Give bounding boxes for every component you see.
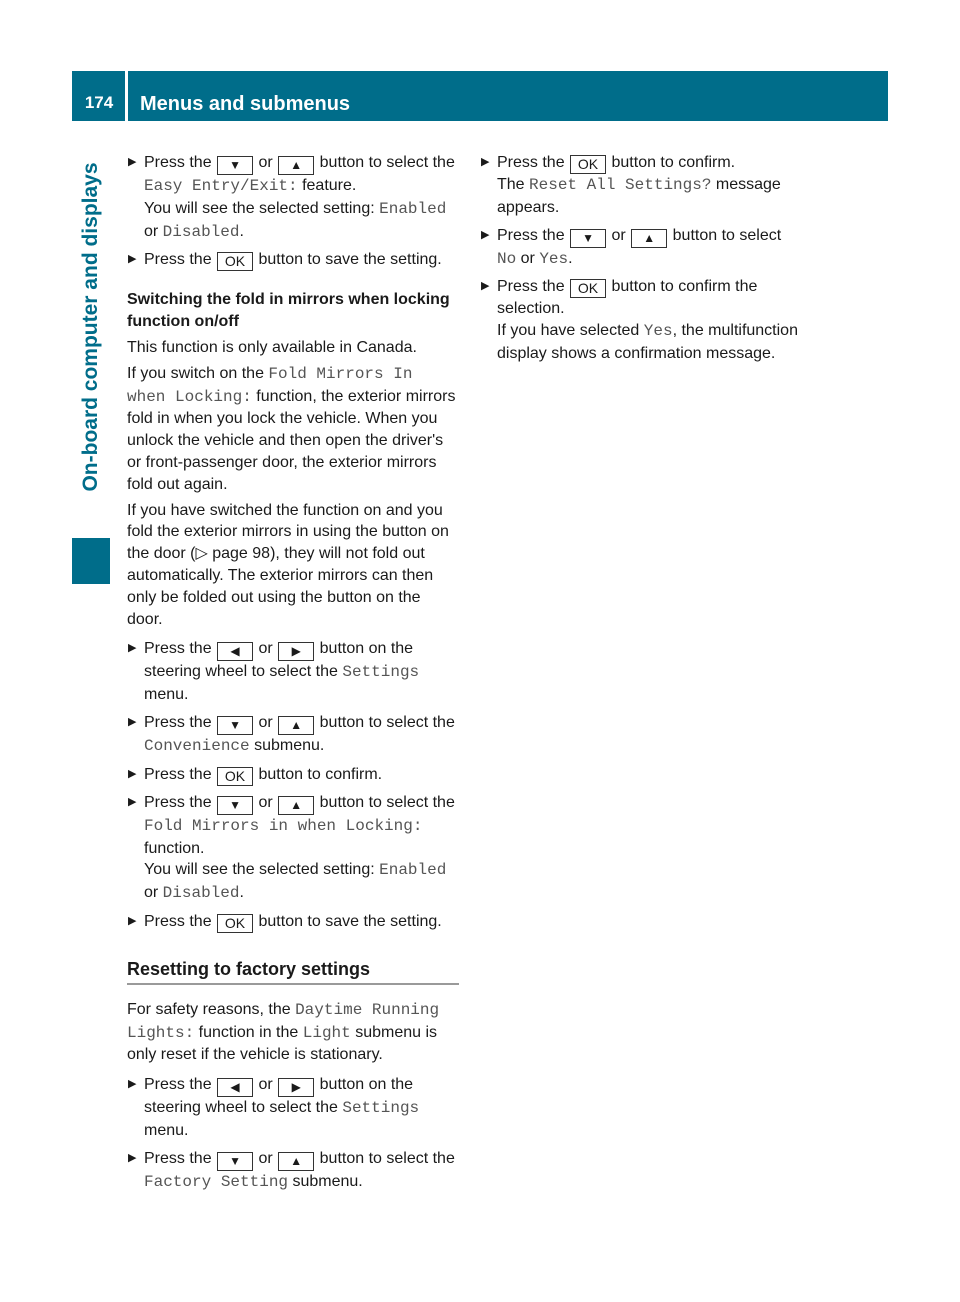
step-arrow-icon: ▶: [128, 914, 137, 927]
left-key-icon: ◀: [217, 642, 253, 661]
down-key-icon: ▼: [217, 796, 253, 815]
step-arrow-icon: ▶: [128, 156, 137, 168]
section-heading-factory-reset: Resetting to factory settings: [127, 959, 459, 985]
paragraph: For safety reasons, the Daytime Running Lights: function in the Light submenu is only reset if the vehicle is stationary.: [127, 1000, 440, 1064]
step-select-factory-setting: ▶ Press the ▼ or ▲ button to select the Factory Setting submenu.: [128, 1149, 455, 1191]
up-key-icon: ▲: [631, 229, 667, 248]
side-tab: [72, 122, 110, 532]
up-key-icon: ▲: [278, 1152, 314, 1171]
step-arrow-icon: ▶: [128, 767, 137, 780]
step-confirm-reset: ▶ Press the OK button to confirm. The Reset All Settings? message appears.: [481, 154, 781, 216]
ok-key-icon: OK: [570, 279, 606, 298]
ok-key-icon: OK: [217, 914, 253, 933]
step-arrow-icon: ▶: [128, 795, 137, 808]
step-select-easy-entry: ▶ Press the ▼ or ▲ button to select the Easy Entry/Exit: feature. You will see the selected setting: Enabled or Disabled.: [128, 154, 455, 241]
ok-key-icon: OK: [570, 155, 606, 174]
step-select-settings-menu: ▶ Press the ◀ or ▶ button on the steering wheel to select the Settings menu.: [128, 640, 420, 704]
step-arrow-icon: ▶: [128, 253, 137, 266]
step-select-fold-mirrors: ▶ Press the ▼ or ▲ button to select the Fold Mirrors in when Locking: function. You will see the selected setting: Enabled or Disabled.: [128, 793, 455, 903]
down-key-icon: ▼: [217, 716, 253, 735]
left-column: [127, 152, 459, 1200]
subheading-fold-mirrors: Switching the fold in mirrors when locking function on/off: [127, 291, 450, 331]
right-key-icon: ▶: [278, 642, 314, 661]
step-arrow-icon: ▶: [481, 156, 490, 168]
step-confirm: ▶ Press the OK button to confirm.: [128, 765, 383, 784]
step-save-setting: ▶ Press the OK button to save the setting.: [128, 912, 442, 931]
down-key-icon: ▼: [217, 156, 253, 175]
step-arrow-icon: ▶: [128, 1078, 137, 1091]
down-key-icon: ▼: [570, 229, 606, 248]
paragraph: If you have switched the function on and you fold the exterior mirrors in using the button on the door (▷ page 98), they will not fold out automatically. The exterior mirrors can then only be folded out using the button on the door.: [127, 501, 449, 628]
up-key-icon: ▲: [278, 716, 314, 735]
page-reference[interactable]: ▷ page 98: [195, 545, 271, 563]
step-select-settings-menu: ▶ Press the ◀ or ▶ button on the steering wheel to select the Settings menu.: [128, 1076, 420, 1139]
step-arrow-icon: ▶: [481, 280, 490, 293]
right-key-icon: ▶: [278, 1078, 314, 1097]
up-key-icon: ▲: [278, 796, 314, 815]
step-arrow-icon: ▶: [128, 715, 137, 728]
step-arrow-icon: ▶: [481, 228, 490, 241]
page-title: Menus and submenus: [140, 93, 351, 115]
step-select-convenience: ▶ Press the ▼ or ▲ button to select the Convenience submenu.: [128, 713, 455, 755]
code-easy-entry: Easy Entry/Exit:: [144, 177, 298, 195]
step-arrow-icon: ▶: [128, 1151, 137, 1164]
left-key-icon: ◀: [217, 1078, 253, 1097]
step-arrow-icon: ▶: [128, 642, 137, 655]
paragraph: This function is only available in Canada.: [127, 338, 417, 356]
section-spacer: [127, 985, 459, 999]
ok-key-icon: OK: [217, 767, 253, 786]
down-key-icon: ▼: [217, 1152, 253, 1171]
header-divider: [125, 71, 128, 121]
step-save-setting: ▶ Press the OK button to save the setting.: [128, 251, 442, 270]
paragraph: If you switch on the Fold Mirrors In when Locking: function, the exterior mirrors fold in when you lock the vehicle. When you unlock the vehicle and then open the driver's or front-passenger door, the exterior mirrors fold out again.: [127, 364, 456, 493]
step-select-no-yes: ▶ Press the ▼ or ▲ button to select No or Yes.: [481, 226, 782, 268]
side-tab-label: On-board computer and displays: [79, 162, 102, 492]
side-tab-marker: [72, 538, 110, 584]
step-confirm-selection: ▶ Press the OK button to confirm the selection. If you have selected Yes, the multifunction display shows a confirmation message.: [481, 278, 798, 362]
right-column: [480, 152, 820, 371]
up-key-icon: ▲: [278, 156, 314, 175]
ok-key-icon: OK: [217, 252, 253, 271]
page-number: 174: [84, 93, 114, 112]
